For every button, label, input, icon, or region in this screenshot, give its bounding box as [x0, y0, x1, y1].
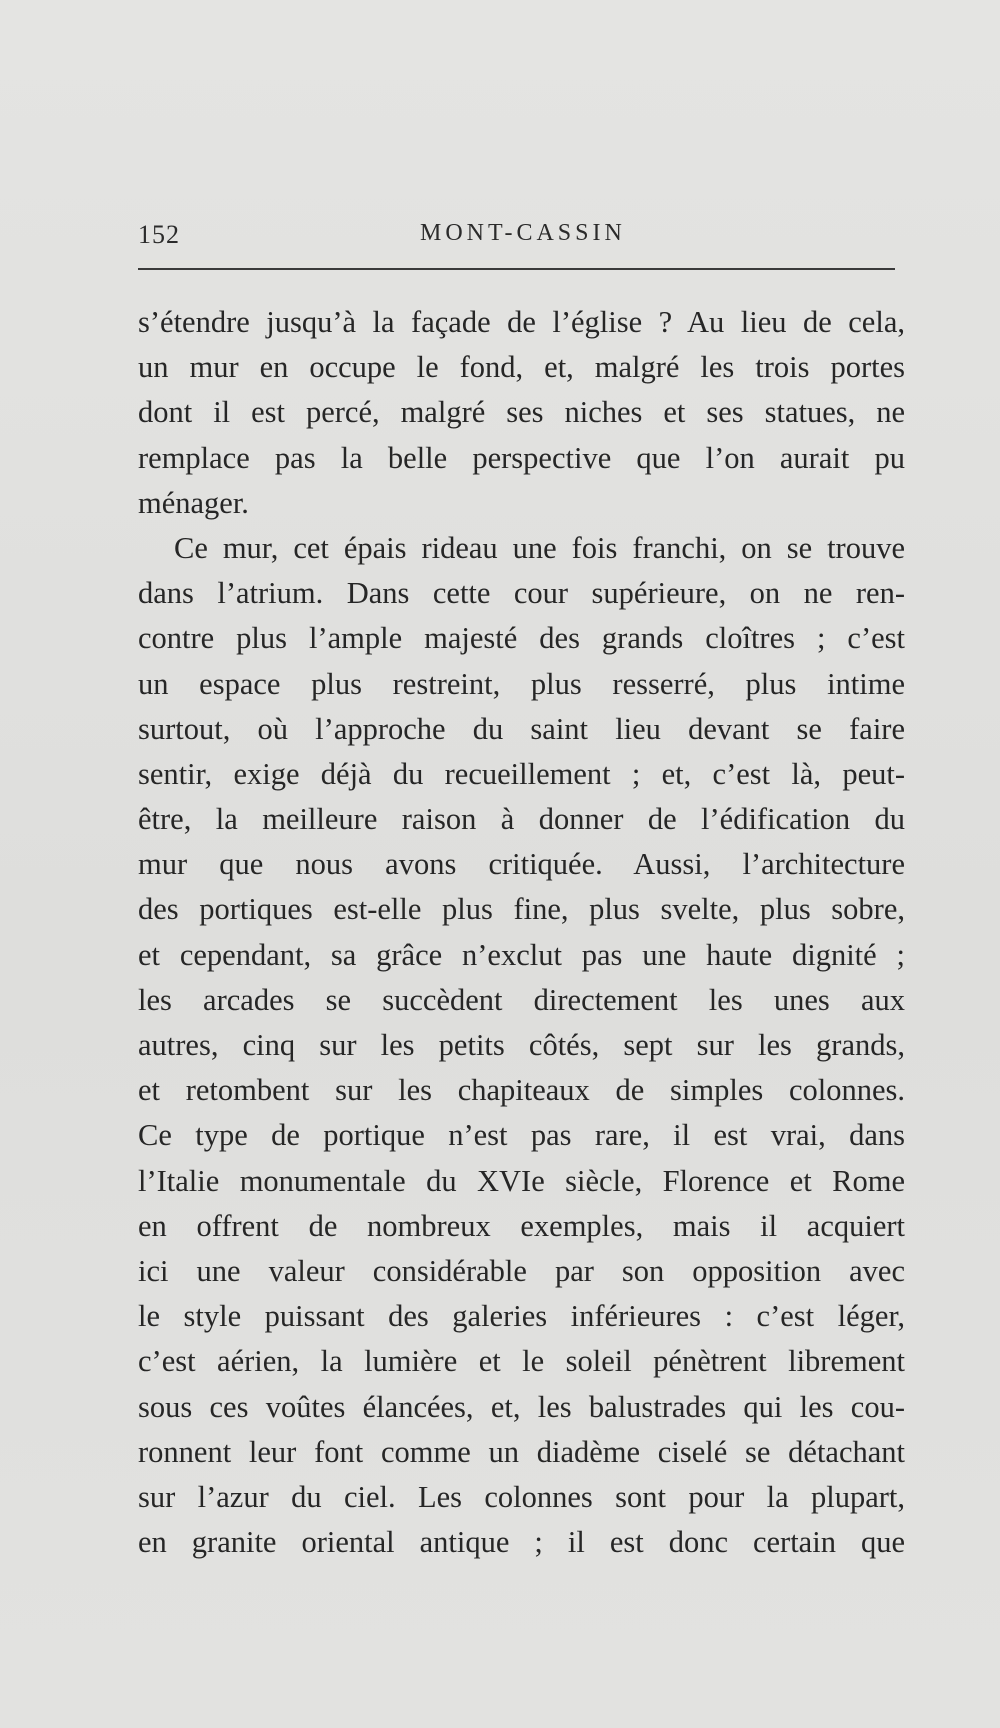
text-line: dont il est percé, malgré ses niches et ses statues, ne: [138, 395, 905, 430]
text-line: un mur en occupe le fond, et, malgré les trois portes: [138, 350, 905, 385]
text-line: en offrent de nombreux exemples, mais il acquiert: [138, 1208, 905, 1243]
text-line: ronnent leur font comme un diadème ciselé se détachant: [138, 1434, 905, 1469]
text-line: Ce mur, cet épais rideau une fois franchi, on se trouve: [174, 530, 905, 565]
text-line: être, la meilleure raison à donner de l’édification du: [138, 802, 905, 837]
page-number: 152: [138, 220, 180, 249]
text-line: l’Italie monumentale du XVIe siècle, Florence et Rome: [138, 1163, 905, 1198]
text-line: les arcades se succèdent directement les unes aux: [138, 982, 905, 1017]
text-line: remplace pas la belle perspective que l’on aurait pu: [138, 440, 905, 475]
text-line: des portiques est-elle plus fine, plus svelte, plus sobre,: [138, 892, 905, 927]
text-line: en granite oriental antique ; il est donc certain que: [138, 1525, 905, 1560]
text-line: ménager.: [138, 485, 249, 520]
text-line: et cependant, sa grâce n’exclut pas une haute dignité ;: [138, 937, 905, 972]
text-line: ici une valeur considérable par son opposition avec: [138, 1253, 905, 1288]
text-line: le style puissant des galeries inférieures : c’est léger,: [138, 1299, 905, 1334]
text-line: et retombent sur les chapiteaux de simples colonnes.: [138, 1073, 905, 1108]
body-text: [138, 300, 905, 1565]
text-line: dans l’atrium. Dans cette cour supérieure, on ne ren-: [138, 576, 905, 611]
text-line: sur l’azur du ciel. Les colonnes sont pour la plupart,: [138, 1479, 905, 1514]
text-line: sentir, exige déjà du recueillement ; et, c’est là, peut-: [138, 756, 905, 791]
text-line: c’est aérien, la lumière et le soleil pénètrent librement: [138, 1344, 905, 1379]
running-head: MONT-CASSIN: [420, 220, 626, 246]
text-line: Ce type de portique n’est pas rare, il est vrai, dans: [138, 1118, 905, 1153]
page-header: [138, 218, 895, 258]
header-rule: [138, 268, 895, 270]
text-line: autres, cinq sur les petits côtés, sept sur les grands,: [138, 1028, 905, 1062]
text-line: sous ces voûtes élancées, et, les balustrades qui les cou-: [138, 1389, 905, 1424]
text-line: un espace plus restreint, plus resserré, plus intime: [138, 666, 905, 701]
text-line: s’étendre jusqu’à la façade de l’église ? Au lieu de cela,: [138, 305, 905, 339]
text-line: surtout, où l’approche du saint lieu devant se faire: [138, 711, 905, 746]
text-line: mur que nous avons critiquée. Aussi, l’architecture: [138, 847, 905, 882]
text-line: contre plus l’ample majesté des grands cloîtres ; c’est: [138, 621, 905, 656]
